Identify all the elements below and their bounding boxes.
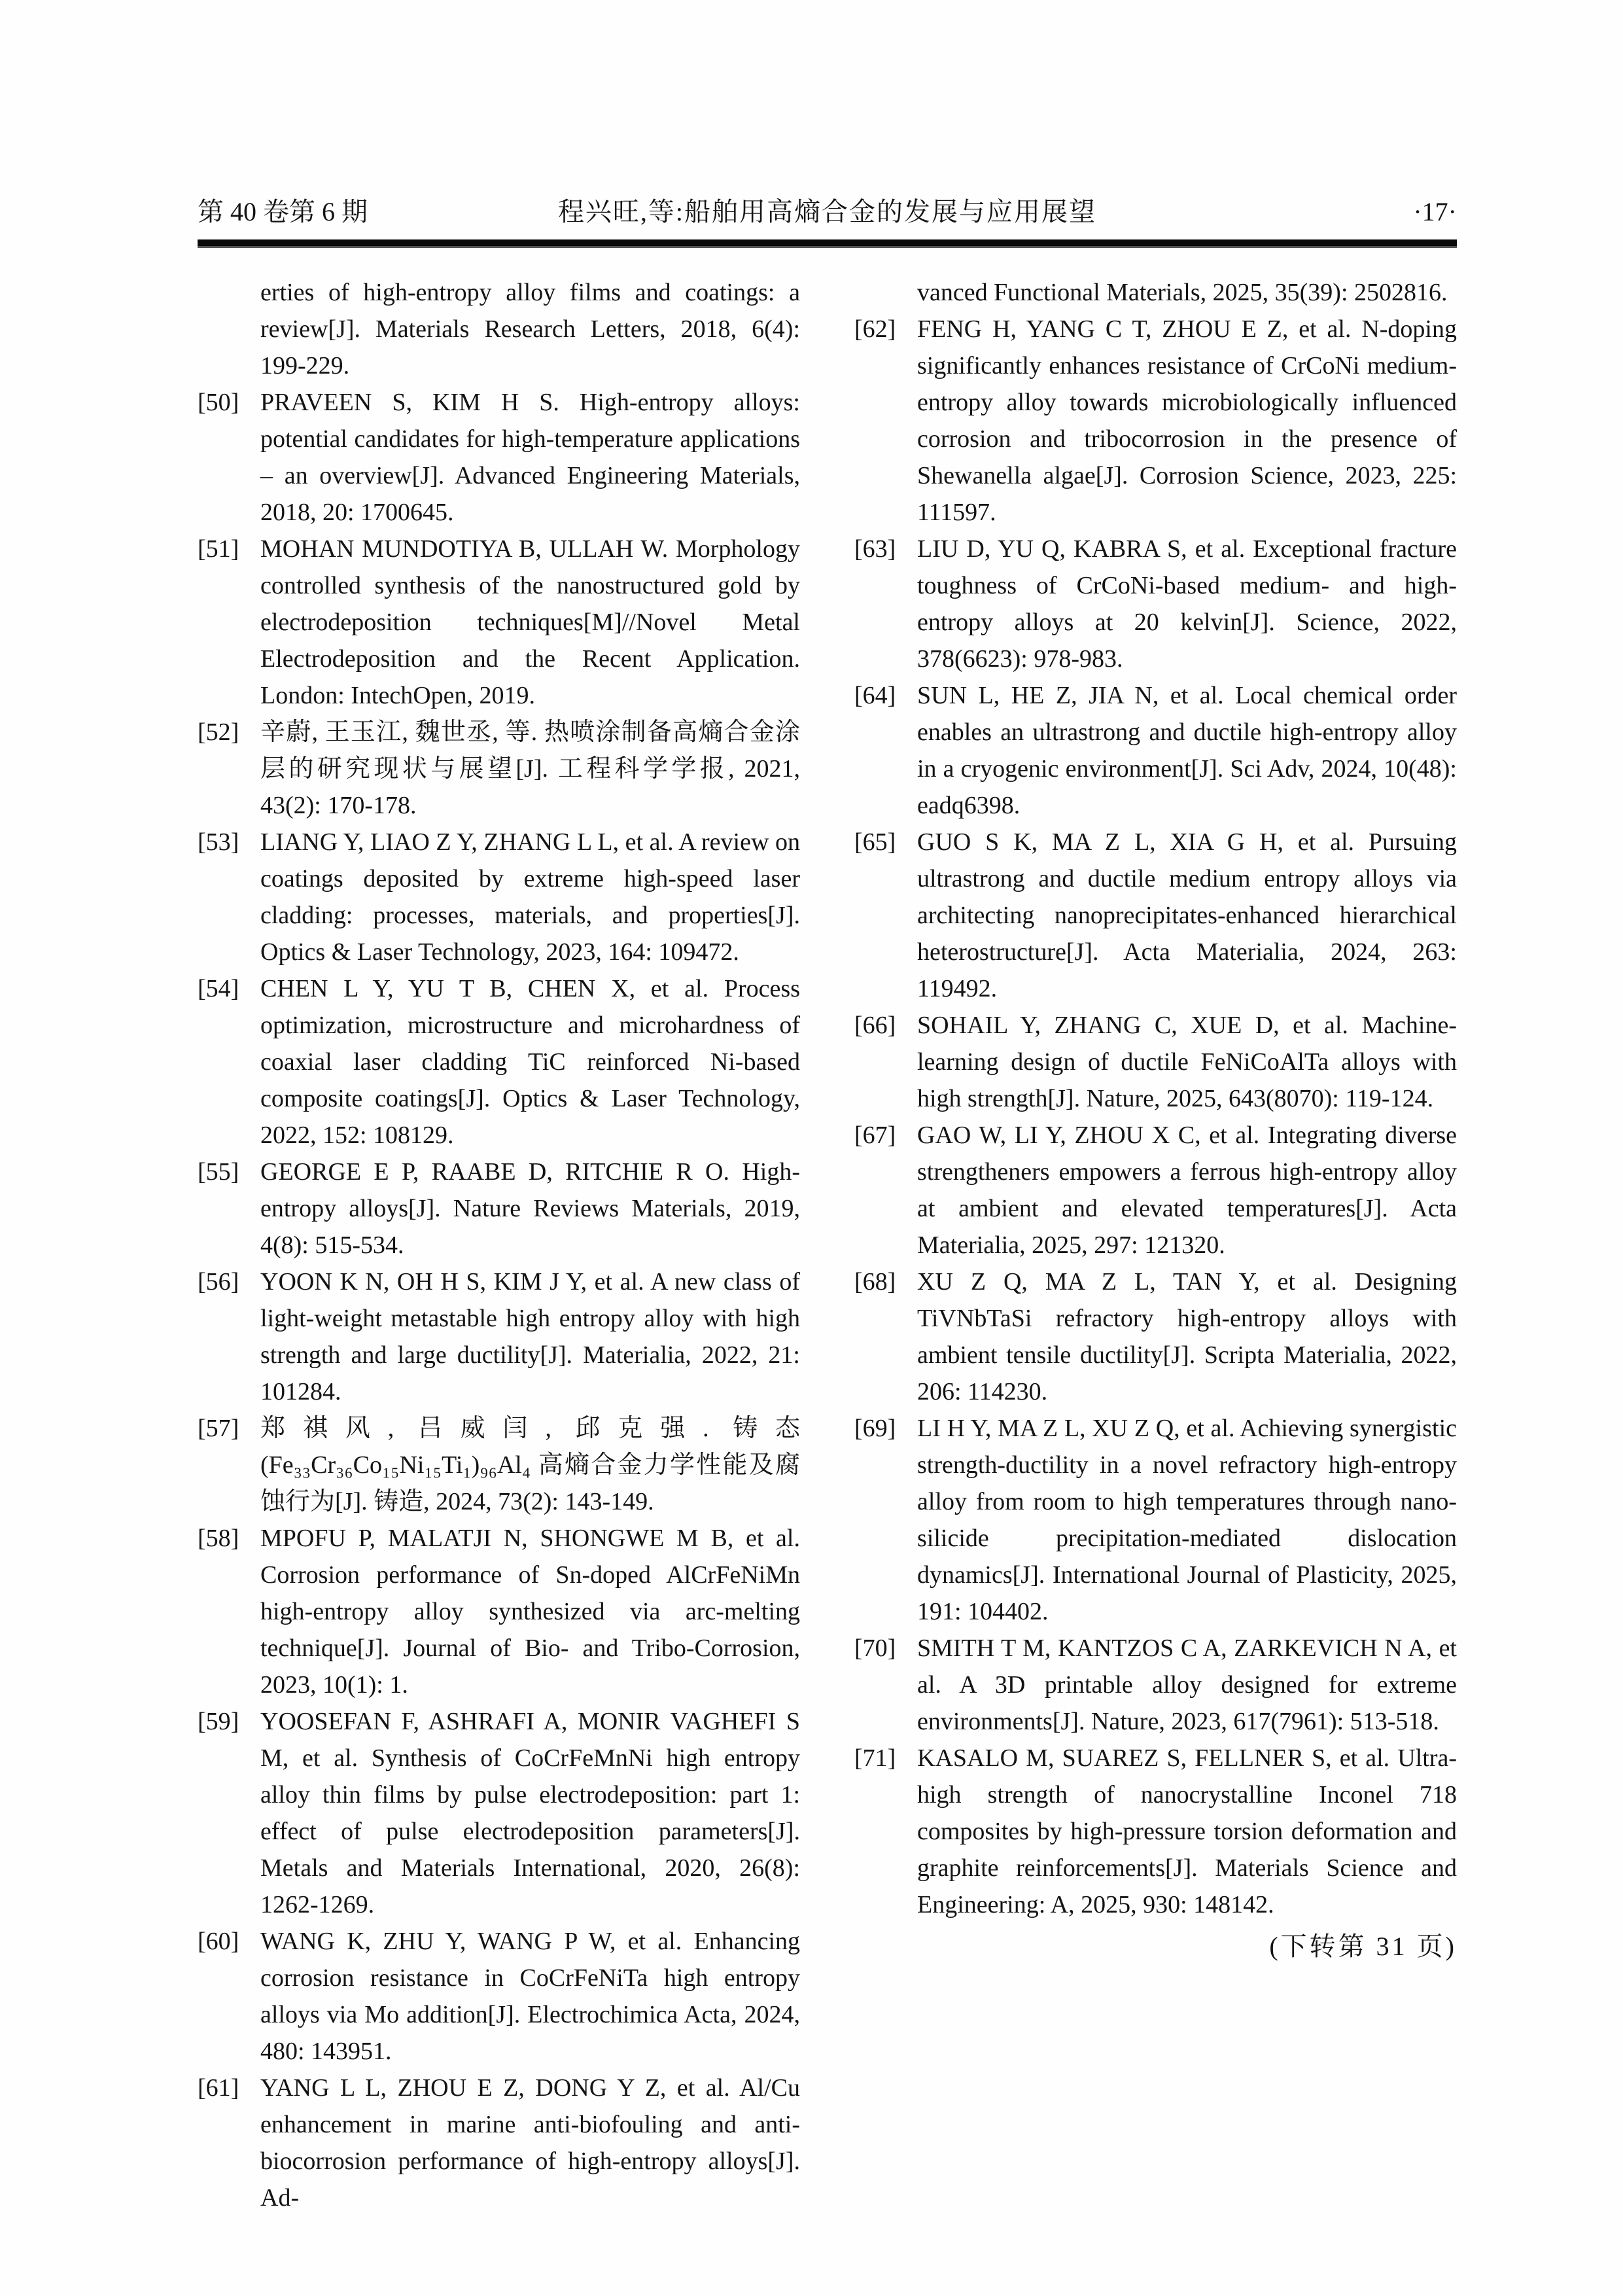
reference-text: 郑祺风, 吕威闫, 邱克强. 铸态(Fe₃₃Cr₃₆Co₁₅Ni₁₅Ti₁)₉₆Al₄ 高熵合金力学性能及腐蚀行为[J]. 铸造, 2024, 73(2): 143-149. — [260, 1415, 800, 1515]
reference-label — [198, 274, 260, 384]
reference-entry — [854, 311, 1457, 531]
reference-text: WANG K, ZHU Y, WANG P W, et al. Enhancing corrosion resistance in CoCrFeNiTa high entropy alloys via Mo addition[J]. Electrochimica Acta, 2024, 480: 143951. — [260, 1928, 800, 2065]
reference-entry — [198, 2070, 800, 2216]
reference-text: LIU D, YU Q, KABRA S, et al. Exceptional fracture toughness of CrCoNi-based medium- and high-entropy alloys at 20 kelvin[J]. Science, 2022, 378(6623): 978-983. — [917, 535, 1457, 673]
page-number: ·17· — [1413, 197, 1457, 226]
reference-entry — [854, 1263, 1457, 1410]
reference-label: [66] — [854, 1012, 896, 1039]
reference-entry — [854, 274, 1457, 311]
reference-entry — [198, 1410, 800, 1520]
reference-entry — [198, 274, 800, 384]
reference-entry — [198, 1923, 800, 2070]
reference-label: [63] — [854, 535, 896, 563]
references-section — [198, 274, 1457, 2216]
reference-entry — [198, 714, 800, 824]
reference-label: [52] — [198, 718, 239, 746]
reference-text: LIANG Y, LIAO Z Y, ZHANG L L, et al. A review on coatings deposited by extreme high-speed laser cladding: processes, materials, and properties[J]. Optics & Laser Technology, 2023, 164: 109472. — [260, 828, 800, 966]
reference-text: SUN L, HE Z, JIA N, et al. Local chemical order enables an ultrastrong and ductile high-entropy alloy in a cryogenic environment[J]. Sci Adv, 2024, 10(48): eadq6398. — [917, 682, 1457, 819]
reference-entry — [854, 1410, 1457, 1630]
reference-text: YOOSEFAN F, ASHRAFI A, MONIR VAGHEFI S M, et al. Synthesis of CoCrFeMnNi high entropy alloy thin films by pulse electrodeposition: part 1: effect of pulse electrodeposition parameters[J]. Metals and Materials International, 2020, 26(8): 1262-1269. — [260, 1708, 800, 1918]
reference-label: [71] — [854, 1744, 896, 1772]
reference-label: [61] — [198, 2074, 239, 2102]
reference-label: [65] — [854, 828, 896, 856]
running-title: 程兴旺,等:船舶用高熵合金的发展与应用展望 — [557, 197, 1097, 226]
reference-entry — [854, 1630, 1457, 1740]
reference-label: [58] — [198, 1525, 239, 1552]
reference-text: KASALO M, SUAREZ S, FELLNER S, et al. Ultra-high strength of nanocrystalline Inconel 718 composites by high-pressure torsion deformation and graphite reinforcements[J]. Materials Science and Engineering: A, 2025, 930: 148142. — [917, 1744, 1457, 1918]
reference-label: [70] — [854, 1634, 896, 1662]
reference-text: 辛蔚, 王玉江, 魏世丞, 等. 热喷涂制备高熵合金涂层的研究现状与展望[J]. 工程科学学报, 2021, 43(2): 170-178. — [260, 718, 800, 819]
reference-label: [59] — [198, 1708, 239, 1735]
reference-text: GEORGE E P, RAABE D, RITCHIE R O. High-entropy alloys[J]. Nature Reviews Materials, 2019, 4(8): 515-534. — [260, 1158, 800, 1259]
reference-text: FENG H, YANG C T, ZHOU E Z, et al. N-doping significantly enhances resistance of CrCoNi medium-entropy alloy towards microbiologically influenced corrosion and tribocorrosion in the presence of Shewanella algae[J]. Corrosion Science, 2023, 225: 111597. — [917, 315, 1457, 526]
reference-text: GAO W, LI Y, ZHOU X C, et al. Integrating diverse strengtheners empowers a ferrous high-entropy alloy at ambient and elevated temperatures[J]. Acta Materialia, 2025, 297: 121320. — [917, 1122, 1457, 1259]
reference-entry — [854, 1740, 1457, 1923]
reference-entry — [198, 970, 800, 1154]
reference-label: [60] — [198, 1928, 239, 1955]
reference-label — [854, 274, 917, 311]
reference-text: CHEN L Y, YU T B, CHEN X, et al. Process optimization, microstructure and microhardness of coaxial laser cladding TiC reinforced Ni-based composite coatings[J]. Optics & Laser Technology, 2022, 152: 108129. — [260, 975, 800, 1149]
reference-text: erties of high-entropy alloy films and coatings: a review[J]. Materials Research Letters, 2018, 6(4): 199-229. — [260, 279, 800, 380]
reference-text: YOON K N, OH H S, KIM J Y, et al. A new class of light-weight metastable high entropy alloy with high strength and large ductility[J]. Materialia, 2022, 21: 101284. — [260, 1268, 800, 1405]
reference-label: [67] — [854, 1122, 896, 1149]
reference-text: MPOFU P, MALATJI N, SHONGWE M B, et al. Corrosion performance of Sn-doped AlCrFeNiMn high-entropy alloy synthesized via arc-melting technique[J]. Journal of Bio- and Tribo-Corrosion, 2023, 10(1): 1. — [260, 1525, 800, 1699]
reference-text: XU Z Q, MA Z L, TAN Y, et al. Designing TiVNbTaSi refractory high-entropy alloys with ambient tensile ductility[J]. Scripta Materialia, 2022, 206: 114230. — [917, 1268, 1457, 1405]
reference-label: [54] — [198, 975, 239, 1002]
reference-label: [53] — [198, 828, 239, 856]
reference-entry — [198, 384, 800, 531]
reference-text: SMITH T M, KANTZOS C A, ZARKEVICH N A, et al. A 3D printable alloy designed for extreme environments[J]. Nature, 2023, 617(7961): 513-518. — [917, 1634, 1457, 1735]
reference-text: SOHAIL Y, ZHANG C, XUE D, et al. Machine-learning design of ductile FeNiCoAlTa alloys with high strength[J]. Nature, 2025, 643(8070): 119-124. — [917, 1012, 1457, 1112]
reference-text: LI H Y, MA Z L, XU Z Q, et al. Achieving synergistic strength-ductility in a novel refractory high-entropy alloy from room to high temperatures through nano-silicide precipitation-mediated dislocation dynamics[J]. International Journal of Plasticity, 2025, 191: 104402. — [917, 1415, 1457, 1625]
reference-entry — [198, 531, 800, 714]
reference-entry — [854, 1117, 1457, 1263]
continuation-note: (下转第 31 页) — [1269, 1932, 1457, 1961]
reference-entry — [854, 1007, 1457, 1117]
reference-entry — [854, 824, 1457, 1007]
page-header — [198, 194, 1457, 230]
reference-text: MOHAN MUNDOTIYA B, ULLAH W. Morphology controlled synthesis of the nanostructured gold by electrodeposition techniques[M]//Novel Metal Electrodeposition and the Recent Application. London: IntechOpen, 2019. — [260, 535, 800, 709]
references-column-right-wrap — [854, 274, 1457, 2216]
reference-label: [51] — [198, 535, 239, 563]
references-column-right — [854, 274, 1457, 1923]
reference-label: [64] — [854, 682, 896, 709]
reference-label: [68] — [854, 1268, 896, 1296]
reference-label: [69] — [854, 1415, 896, 1442]
reference-entry — [198, 1263, 800, 1410]
reference-entry — [854, 677, 1457, 824]
header-rule — [198, 239, 1457, 248]
reference-label: [56] — [198, 1268, 239, 1296]
references-column-left — [198, 274, 800, 2216]
reference-entry — [198, 1703, 800, 1923]
reference-text: vanced Functional Materials, 2025, 35(39): 2502816. — [917, 279, 1448, 306]
volume-issue: 第 40 卷第 6 期 — [198, 197, 368, 226]
reference-label: [62] — [854, 315, 896, 343]
reference-text: PRAVEEN S, KIM H S. High-entropy alloys: potential candidates for high-temperature applications – an overview[J]. Advanced Engineering Materials, 2018, 20: 1700645. — [260, 389, 800, 526]
reference-text: YANG L L, ZHOU E Z, DONG Y Z, et al. Al/Cu enhancement in marine anti-biofouling and anti-biocorrosion performance of high-entropy alloys[J]. Ad- — [260, 2074, 800, 2212]
page-content — [198, 194, 1457, 2216]
reference-entry — [198, 1154, 800, 1263]
reference-entry — [198, 1520, 800, 1703]
reference-label: [50] — [198, 389, 239, 416]
reference-text: GUO S K, MA Z L, XIA G H, et al. Pursuing ultrastrong and ductile medium entropy alloys via architecting nanoprecipitates-enhanced hierarchical heterostructure[J]. Acta Materialia, 2024, 263: 119492. — [917, 828, 1457, 1002]
reference-entry — [854, 531, 1457, 677]
reference-entry — [198, 824, 800, 970]
reference-label: [57] — [198, 1415, 239, 1442]
reference-label: [55] — [198, 1158, 239, 1186]
